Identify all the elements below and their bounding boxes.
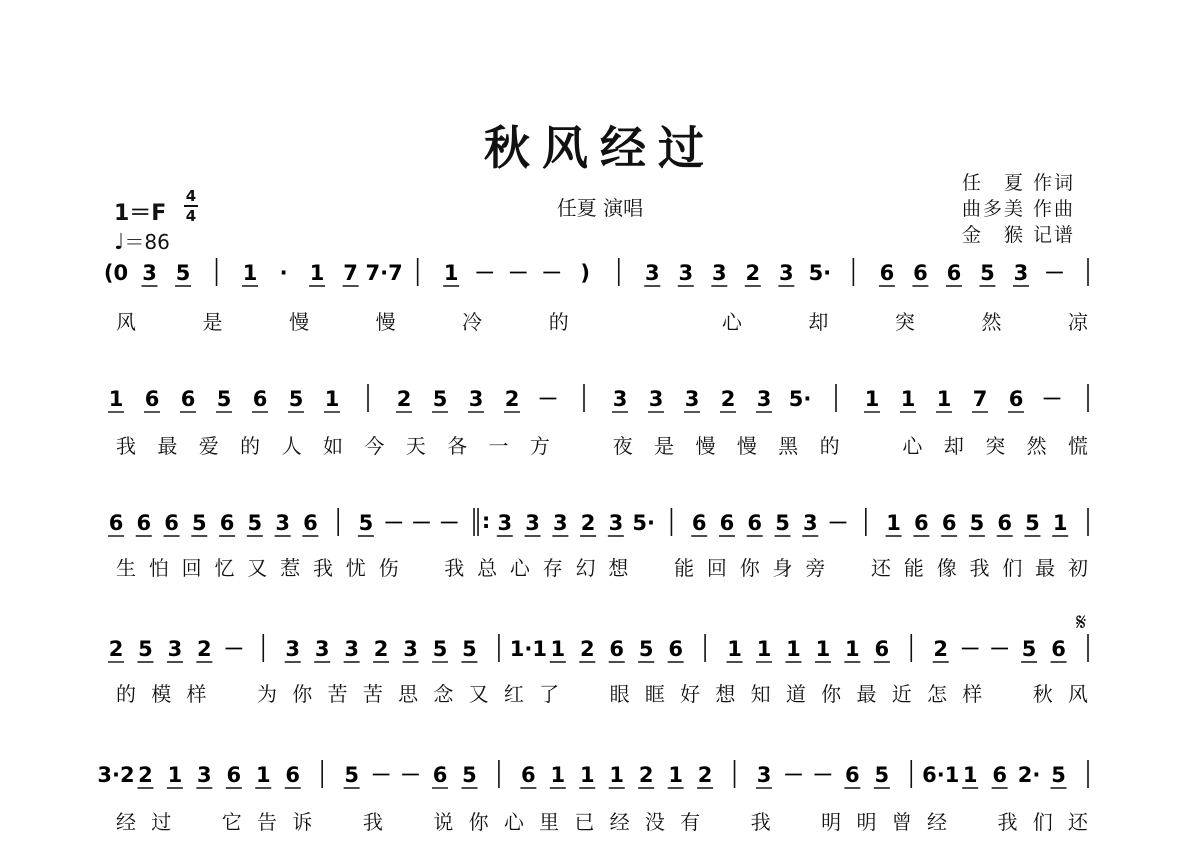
lyric-char: 了: [539, 682, 560, 706]
lyric-char: 然: [1026, 434, 1047, 458]
note: 2: [396, 387, 412, 411]
note: 1: [309, 261, 325, 285]
note: 1: [786, 637, 801, 661]
lyric-char: 道: [785, 682, 806, 706]
lyric-char: 近: [891, 682, 912, 706]
lyric-char: 如: [322, 434, 343, 458]
lyric-char: 人: [281, 434, 302, 458]
lyric-char: 心: [509, 556, 530, 580]
lyric-char: 是: [202, 310, 223, 334]
note: －: [410, 511, 432, 535]
lyric-char: 却: [943, 434, 964, 458]
note: 3: [525, 511, 540, 535]
singer-credit: 任夏 演唱: [556, 196, 644, 220]
note: 6: [992, 763, 1007, 787]
note: 5: [1051, 763, 1066, 787]
note: －: [507, 261, 529, 285]
note: 6: [219, 511, 235, 535]
note: 6: [180, 387, 196, 411]
lyric-char: 一: [488, 434, 509, 458]
note: 5: [432, 387, 448, 411]
note: 5: [638, 637, 654, 661]
note: 1: [845, 637, 860, 661]
lyric-char: 经: [926, 810, 947, 834]
note: 3: [644, 261, 660, 285]
lyric-char: 有: [680, 810, 701, 834]
note: 3: [285, 637, 301, 661]
note: 5: [969, 511, 985, 535]
segno-mark: 𝄋: [1076, 608, 1087, 636]
note: 2: [697, 763, 713, 787]
lyric-char: 慢: [736, 434, 757, 458]
note: 1: [255, 763, 271, 787]
note: 6: [521, 763, 536, 787]
note: 3: [553, 511, 568, 535]
song-title: 秋风经过: [484, 121, 716, 175]
note: －: [827, 511, 849, 535]
note: 1: [609, 763, 625, 787]
note: 3: [756, 763, 772, 787]
quarter-note-icon: ♩: [114, 230, 125, 255]
note: 6: [252, 387, 268, 411]
lyric-char: 想: [715, 682, 736, 706]
note: 5·: [808, 261, 832, 285]
lyric-char: 里: [539, 810, 560, 834]
note: 2: [138, 763, 153, 787]
lyric-char: 的: [240, 434, 261, 458]
note: 6: [226, 763, 242, 787]
note: 1: [727, 637, 742, 661]
lyric-char: 苦: [327, 682, 348, 706]
note: －: [474, 261, 496, 285]
time-sig-top: 4: [185, 187, 197, 205]
lyric-char: 知: [750, 682, 771, 706]
note: 1: [550, 763, 566, 787]
note: 3: [648, 387, 664, 411]
lyric-char: 还: [871, 556, 892, 580]
note: 6: [941, 511, 957, 535]
note: 5: [1025, 511, 1040, 535]
note: 3: [197, 763, 212, 787]
note: 6: [997, 511, 1012, 535]
note: 5: [775, 511, 790, 535]
note: 3: [684, 387, 700, 411]
lyric-char: 慢: [289, 310, 310, 334]
note: 5: [1021, 637, 1037, 661]
note: 1: [668, 763, 683, 787]
note: 1: [864, 387, 880, 411]
note: 3: [403, 637, 418, 661]
lyric-char: 然: [981, 310, 1002, 334]
note: ): [580, 261, 591, 285]
note: 5: [462, 637, 477, 661]
lyric-char: 告: [257, 810, 278, 834]
note: 6: [164, 511, 179, 535]
note: 5: [216, 387, 232, 411]
note: 6: [747, 511, 763, 535]
note: －: [1043, 261, 1065, 285]
note: 2: [933, 637, 949, 661]
note: 3: [711, 261, 727, 285]
lyric-char: 的: [548, 310, 569, 334]
lyric-char: 忧: [345, 556, 366, 580]
lyric-char: 经: [609, 810, 630, 834]
note: 2: [720, 387, 736, 411]
note: 1: [324, 387, 340, 411]
lyric-char: 能: [674, 556, 695, 580]
note: ·: [279, 261, 288, 285]
time-sig-bottom: 4: [185, 207, 197, 225]
note: －: [541, 261, 563, 285]
note: 6: [1051, 637, 1066, 661]
note: 3: [497, 511, 513, 535]
note: 5: [358, 511, 374, 535]
lyric-char: 好: [680, 682, 701, 706]
lyric-char: 心: [721, 310, 742, 334]
lyric-char: 苦: [362, 682, 383, 706]
lyric-char: 旁: [805, 556, 826, 580]
lyric-char: 风: [1068, 682, 1088, 706]
note: 3: [344, 637, 359, 661]
note: 1: [108, 387, 124, 411]
lyric-char: 方: [529, 434, 550, 458]
lyric-char: 秋: [1032, 682, 1053, 706]
note: 3·2: [97, 763, 135, 787]
note: 5: [192, 511, 207, 535]
note: 2: [580, 511, 596, 535]
lyric-char: 今: [364, 434, 385, 458]
tempo-value: ＝86: [124, 230, 170, 254]
lyric-char: 说: [433, 810, 454, 834]
note: 6: [845, 763, 860, 787]
lyric-char: 过: [151, 810, 172, 834]
lyric-char: 心: [503, 810, 524, 834]
lyric-char: 念: [433, 682, 454, 706]
note: 5: [874, 763, 890, 787]
note: 5·: [788, 387, 812, 411]
note: 6: [913, 261, 928, 285]
lyric-char: 惹: [280, 556, 301, 580]
lyric-char: 已: [574, 810, 595, 834]
note: 6: [668, 637, 683, 661]
note: 1: [900, 387, 916, 411]
note: 3: [608, 511, 624, 535]
note: 6: [874, 637, 890, 661]
lyric-char: 你: [468, 810, 489, 834]
note: －: [1041, 387, 1063, 411]
note: 1: [579, 763, 595, 787]
lyric-char: 我: [997, 810, 1018, 834]
note: 6: [719, 511, 735, 535]
lyric-char: 天: [405, 434, 426, 458]
lyric-char: 经: [116, 810, 136, 834]
lyric-char: 的: [819, 434, 840, 458]
lyric-char: 诉: [292, 810, 313, 834]
lyric-char: 我: [116, 434, 136, 458]
note: 2: [108, 637, 124, 661]
note: 3: [142, 261, 157, 285]
note: 3: [756, 387, 772, 411]
note: －: [370, 763, 392, 787]
lyric-char: 突: [894, 310, 915, 334]
note: 6: [691, 511, 707, 535]
lyric-char: 怎: [926, 682, 947, 706]
repeat-dots: :: [481, 509, 491, 533]
note: 2: [745, 261, 761, 285]
note: 6: [108, 511, 124, 535]
note: 3: [167, 637, 183, 661]
lyric-char: 慢: [695, 434, 716, 458]
lyric-char: 眶: [644, 682, 665, 706]
lyric-char: 各: [447, 434, 468, 458]
note: 3: [275, 511, 290, 535]
lyric-char: 伤: [378, 556, 399, 580]
note: 5·: [632, 511, 655, 535]
note: 1: [962, 763, 978, 787]
lyric-char: 慌: [1068, 434, 1088, 458]
lyric-char: 想: [608, 556, 629, 580]
lyric-char: 爱: [198, 434, 219, 458]
lyric-char: 红: [503, 682, 524, 706]
lyric-char: 我: [750, 810, 771, 834]
lyric-char: 是: [654, 434, 675, 458]
note: 6: [879, 261, 895, 285]
note: 6: [946, 261, 962, 285]
note: －: [223, 637, 245, 661]
note: 1: [550, 637, 566, 661]
lyric-char: 回: [706, 556, 727, 580]
lyric-char: 风: [116, 310, 136, 334]
note: 3: [802, 511, 818, 535]
note: －: [989, 637, 1011, 661]
note: －: [782, 763, 804, 787]
lyric-char: 的: [116, 682, 136, 706]
note: 5: [175, 261, 191, 285]
lyric-char: 凉: [1068, 310, 1088, 334]
note: 7: [343, 261, 358, 285]
note: 6: [914, 511, 929, 535]
note: (0: [103, 261, 129, 285]
composer-credit: 曲多美 作曲: [962, 198, 1076, 220]
lyric-char: 幻: [575, 556, 596, 580]
lyric-char: 眼: [609, 682, 630, 706]
note: 6: [136, 511, 152, 535]
lyric-char: 你: [821, 682, 842, 706]
lyric-char: 曾: [891, 810, 912, 834]
lyric-char: 能: [903, 556, 924, 580]
lyric-char: 你: [739, 556, 760, 580]
note: 6: [432, 763, 448, 787]
note: 1: [886, 511, 901, 535]
note: －: [812, 763, 834, 787]
note: 1: [1052, 511, 1068, 535]
note: 2·: [1017, 763, 1041, 787]
note: －: [537, 387, 559, 411]
note: 5: [462, 763, 477, 787]
note: 6·1: [922, 763, 960, 787]
lyric-char: 为: [257, 682, 278, 706]
note: 5: [432, 637, 448, 661]
lyric-char: 心: [902, 434, 923, 458]
lyric-char: 我: [444, 556, 465, 580]
note: 5: [247, 511, 263, 535]
note: 5: [138, 637, 153, 661]
note: 3: [1013, 261, 1029, 285]
lyric-char: 突: [985, 434, 1006, 458]
lyric-char: 存: [542, 556, 563, 580]
note: 2: [579, 637, 595, 661]
note: －: [400, 763, 422, 787]
lyric-char: 冷: [462, 310, 483, 334]
note: 1: [815, 637, 831, 661]
key-signature: 1＝F: [114, 201, 167, 226]
lyric-char: 它: [221, 810, 242, 834]
note: 1·1: [509, 637, 547, 661]
lyric-char: 模: [151, 682, 172, 706]
note: －: [438, 511, 460, 535]
transcriber-credit: 金 猴 记谱: [962, 224, 1076, 246]
lyric-char: 回: [181, 556, 202, 580]
lyric-char: 明: [821, 810, 842, 834]
note: 3: [314, 637, 330, 661]
lyric-char: 最: [157, 434, 178, 458]
note: 5: [980, 261, 995, 285]
note: 6: [144, 387, 160, 411]
note: 1: [443, 261, 459, 285]
note: －: [959, 637, 981, 661]
note: －: [383, 511, 405, 535]
lyric-char: 们: [1032, 810, 1053, 834]
lyric-char: 样: [186, 682, 207, 706]
lyric-char: 我: [312, 556, 333, 580]
lyric-char: 们: [1002, 556, 1023, 580]
lyric-char: 生: [116, 556, 136, 580]
note: 3: [468, 387, 484, 411]
lyric-char: 我: [362, 810, 383, 834]
lyric-char: 却: [808, 310, 829, 334]
lyric-char: 思: [398, 682, 419, 706]
note: 3: [612, 387, 628, 411]
lyric-char: 夜: [612, 434, 633, 458]
lyric-char: 怕: [148, 556, 169, 580]
lyric-char: 身: [772, 556, 793, 580]
lyric-char: 明: [856, 810, 877, 834]
lyric-char: 慢: [375, 310, 396, 334]
note: 5: [344, 763, 359, 787]
note: 6: [1008, 387, 1024, 411]
note: 2: [197, 637, 212, 661]
note: 1: [756, 637, 772, 661]
note: 2: [504, 387, 520, 411]
note: 6: [285, 763, 301, 787]
lyric-char: 又: [468, 682, 489, 706]
lyric-char: 你: [292, 682, 313, 706]
note: 2: [373, 637, 389, 661]
lyric-char: 我: [969, 556, 990, 580]
lyric-char: 黑: [778, 434, 799, 458]
note: 5: [288, 387, 304, 411]
lyric-char: 像: [936, 556, 957, 580]
note: 1: [167, 763, 183, 787]
lyric-char: 初: [1068, 556, 1088, 580]
lyric-char: 最: [1035, 556, 1056, 580]
lyric-char: 又: [247, 556, 268, 580]
note: 7·7: [365, 261, 403, 285]
note: 2: [638, 763, 654, 787]
lyric-char: 还: [1068, 810, 1088, 834]
note: 6: [609, 637, 625, 661]
note: 1: [242, 261, 258, 285]
note: 1: [936, 387, 952, 411]
note: 3: [678, 261, 694, 285]
lyric-char: 忆: [214, 556, 235, 580]
note: 7: [972, 387, 988, 411]
lyric-char: 没: [644, 810, 665, 834]
note: 3: [779, 261, 794, 285]
lyric-char: 样: [962, 682, 983, 706]
lyricist-credit: 任 夏 作词: [962, 172, 1076, 194]
lyric-char: 最: [856, 682, 877, 706]
note: 6: [303, 511, 318, 535]
lyric-char: 总: [477, 556, 498, 580]
